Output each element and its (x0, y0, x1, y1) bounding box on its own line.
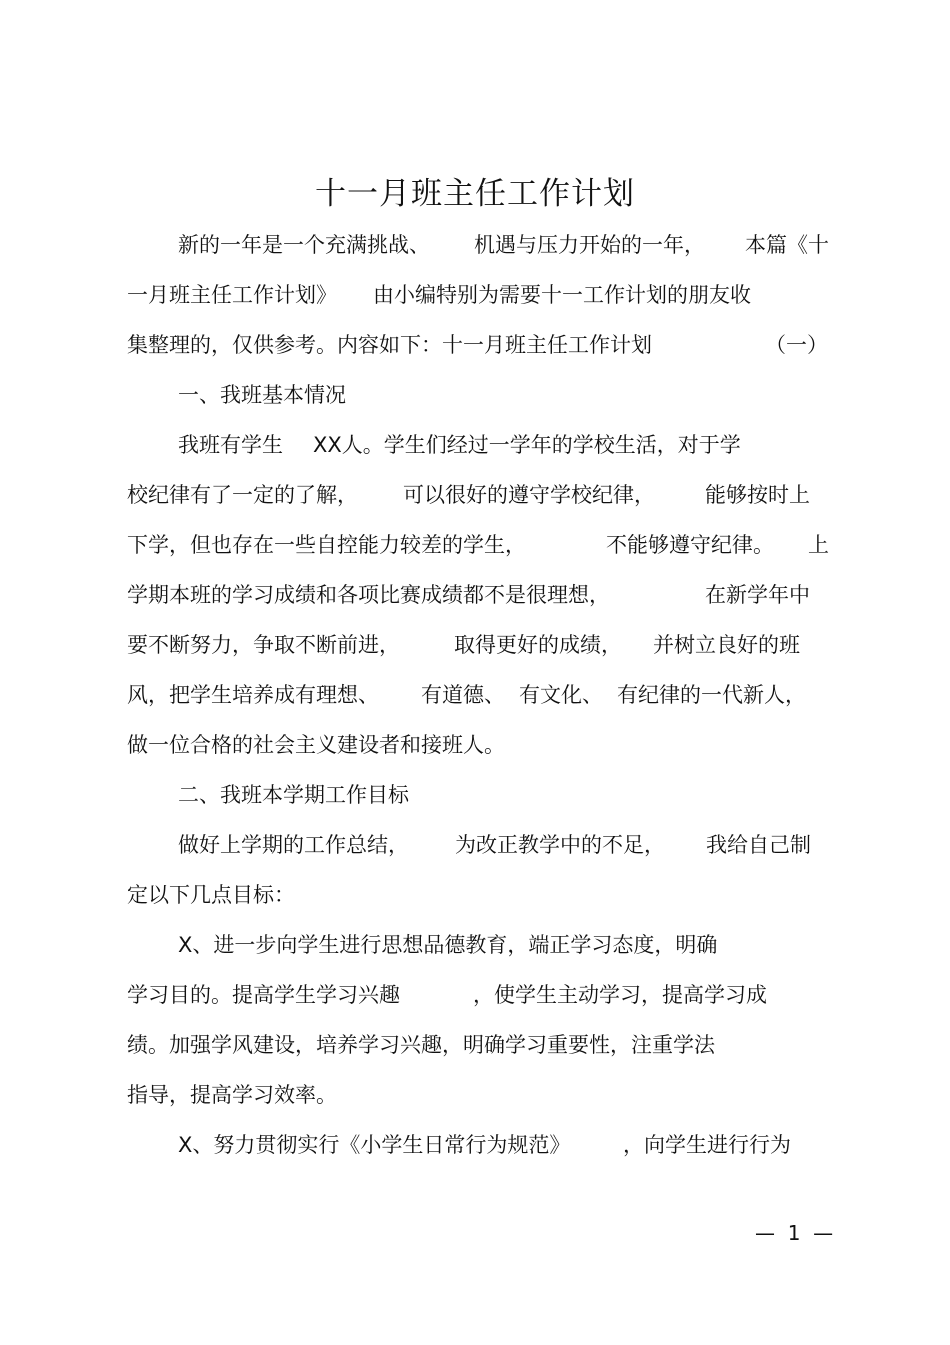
body-text-segment: ，使学生主动学习，提高学习成 (473, 983, 767, 1007)
body-text-segment: 由小编特别为需要十一工作计划的朋友收 (373, 283, 751, 307)
body-line (0, 1020, 950, 1070)
body-text-segment: 下学，但也存在一些自控能力较差的学生， (127, 533, 526, 557)
body-text-segment: （一） (765, 333, 828, 357)
body-text-segment: 取得更好的成绩， (454, 633, 622, 657)
body-line (0, 420, 950, 470)
body-text-segment: 我给自己制 (706, 833, 811, 857)
document-title: 十一月班主任工作计划 (315, 176, 635, 212)
body-line (0, 720, 950, 770)
body-text-segment: 并树立良好的班 (653, 633, 800, 657)
body-text-segment: 风，把学生培养成有理想、 (127, 683, 379, 707)
body-text-segment: 有道德、 (421, 683, 505, 707)
body-line (0, 320, 950, 370)
body-line (0, 1120, 950, 1170)
body-text-segment: ，向学生进行行为 (623, 1133, 791, 1157)
body-line (0, 620, 950, 670)
body-text-segment: 定以下几点目标： (127, 883, 295, 907)
body-text-segment: X、进一步向学生进行思想品德教育，端正学习态度，明确 (178, 933, 718, 957)
body-line (0, 1070, 950, 1120)
body-text-segment: 一月班主任工作计划》 (127, 283, 337, 307)
body-text-segment: 要不断努力，争取不断前进， (127, 633, 400, 657)
body-text-segment: 绩。加强学风建设，培养学习兴趣，明确学习重要性，注重学法 (127, 1033, 715, 1057)
body-text-segment: 为改正教学中的不足， (455, 833, 665, 857)
body-text-segment: 本篇《十 (745, 233, 829, 257)
body-text-segment: 在新学年中 (705, 583, 810, 607)
body-text-segment: 二、我班本学期工作目标 (178, 783, 409, 807)
body-text-segment: 做一位合格的社会主义建设者和接班人。 (127, 733, 505, 757)
body-text-segment: 上 (808, 533, 829, 557)
body-text-segment: 能够按时上 (705, 483, 810, 507)
body-line (0, 920, 950, 970)
body-text-segment: 校纪律有了一定的了解， (127, 483, 358, 507)
body-text-segment: XX人。学生们经过一学年的学校生活，对于学 (313, 433, 741, 457)
body-text-segment: 集整理的，仅供参考。内容如下：十一月班主任工作计划 (127, 333, 652, 357)
body-line (0, 670, 950, 720)
body-text-segment: 不能够遵守纪律。 (606, 533, 774, 557)
body-line (0, 270, 950, 320)
body-text-segment: 指导，提高学习效率。 (127, 1083, 337, 1107)
body-line (0, 970, 950, 1020)
body-text-segment: 有纪律的一代新人， (617, 683, 806, 707)
body-line (0, 770, 950, 820)
body-text-segment: 做好上学期的工作总结， (178, 833, 409, 857)
body-line (0, 820, 950, 870)
body-text-segment: 一、我班基本情况 (178, 383, 346, 407)
body-text-segment: 学期本班的学习成绩和各项比赛成绩都不是很理想， (127, 583, 610, 607)
body-line (0, 470, 950, 520)
body-line (0, 220, 950, 270)
body-text-segment: 机遇与压力开始的一年， (474, 233, 705, 257)
body-text-segment: 有文化、 (519, 683, 603, 707)
page-number: — 1 — (755, 1221, 834, 1245)
body-text-segment: 可以很好的遵守学校纪律， (403, 483, 655, 507)
body-line (0, 570, 950, 620)
body-line (0, 870, 950, 920)
body-line (0, 370, 950, 420)
body-text-segment: X、努力贯彻实行《小学生日常行为规范》 (178, 1133, 571, 1157)
body-text-segment: 学习目的。提高学生学习兴趣 (127, 983, 400, 1007)
body-line (0, 520, 950, 570)
body-text-segment: 新的一年是一个充满挑战、 (178, 233, 430, 257)
body-text-segment: 我班有学生 (178, 433, 283, 457)
